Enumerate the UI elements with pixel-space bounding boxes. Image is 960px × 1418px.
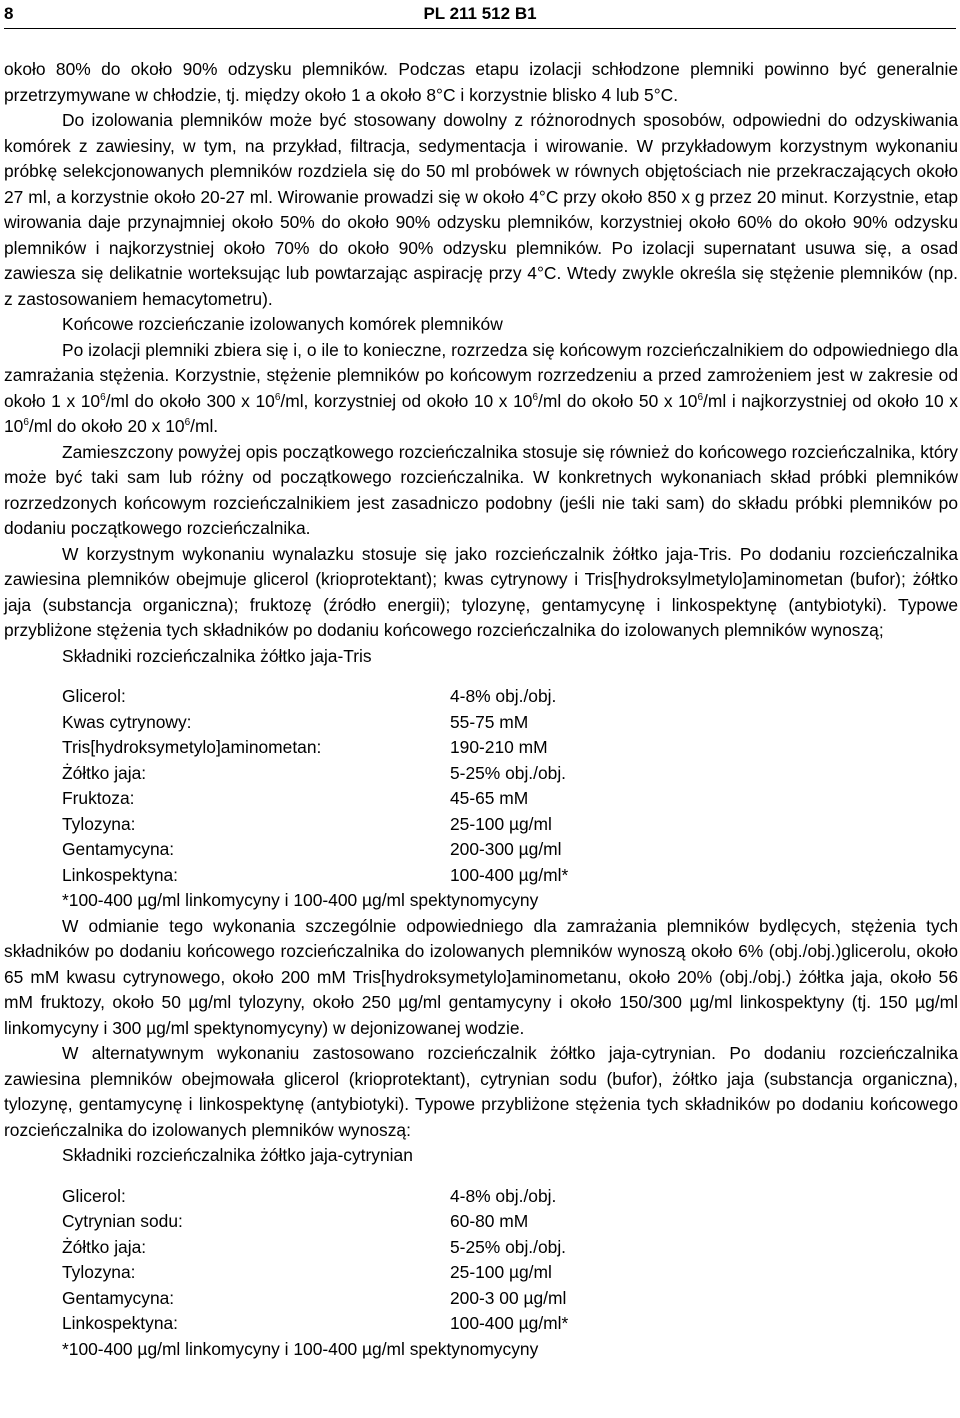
table-row bbox=[62, 837, 568, 863]
ingredient-value: 190-210 mM bbox=[450, 737, 548, 757]
ingredient-value: 4-8% obj./obj. bbox=[450, 686, 557, 706]
ingredient-value: 100-400 µg/ml* bbox=[450, 864, 569, 885]
page-number: 8 bbox=[4, 4, 14, 23]
page-header bbox=[4, 4, 956, 28]
ingredient-name: Żółtko jaja: bbox=[62, 762, 147, 783]
table-row bbox=[62, 710, 568, 736]
ingredients-table-citrate bbox=[62, 1184, 568, 1337]
table-row bbox=[62, 812, 568, 838]
ingredient-value: 200-3 00 µg/ml bbox=[450, 1287, 567, 1308]
table-row bbox=[62, 1235, 568, 1261]
table-1-title: Składniki rozcieńczalnika żółtko jaja-Tris bbox=[62, 645, 372, 666]
table-row bbox=[62, 1209, 568, 1235]
document-body bbox=[4, 57, 958, 1362]
table-row bbox=[62, 863, 568, 889]
ingredient-value: 25-100 µg/ml bbox=[450, 1262, 552, 1282]
ingredient-name: Gentamycyna: bbox=[62, 839, 175, 859]
ingredient-name: Glicerol: bbox=[62, 1185, 126, 1206]
table-row bbox=[62, 1260, 568, 1286]
ingredient-name: Kwas cytrynowy: bbox=[62, 711, 192, 732]
ingredient-name: Tylozyna: bbox=[62, 1262, 136, 1282]
ingredient-name: Żółtko jaja: bbox=[62, 1236, 147, 1257]
paragraph-7: W alternatywnym wykonaniu zastosowano rozcieńczalnik żółtko jaja-cytrynian. Po dodaniu rozcieńczalnika zawiesina plemników obejmowała glicerol (krioprotektant), cytrynian sodu (bufor), żółtko jaja (substancja organiczna), tylozynę, gentamycynę i linkospektynę (antybiotyki). Typowe przybliżone stężenia tych składników po dodaniu końcowego rozcieńczalnika do izolowanych plemników wynoszą: bbox=[4, 1043, 958, 1140]
table-row bbox=[62, 735, 568, 761]
paragraph-2: Do izolowania plemników może być stosowany dowolny z różnorodnych sposobów, odpowiedni do odzyskiwania komórek z zawiesiny, w tym, na przykład, filtracja, sedymentacja i wirowanie. W przykładowym korzystnym wykonaniu próbkę selekcjonowanych plemników rozdziela się do 50 ml probówek w równych objętościach nie przekraczających około 27 ml, a korzystnie około 20-27 ml. Wirowanie prowadzi się w około 4°C przy około 850 x g przez 20 minut. Korzystnie, etap wirowania daje przynajmniej około 50% do około 90% odzysku plemników, korzystniej około 60% do około 90% odzysku plemników i najkorzystniej około 70% do około 90% odzysku plemników. Po izolacji supernatant usuwa się, a osad zawiesza się delikatnie worteksując lub powtarzając aspirację przy 4°C. Wtedy zwykle określa się stężenie plemników (np. z zastosowaniem hemacytometru). bbox=[4, 110, 958, 309]
paragraph-4: Zamieszczony powyżej opis początkowego rozcieńczalnika stosuje się również do końcowego rozcieńczalnika, który może być taki sam lub różny od początkowego rozcieńczalnika. W konkretnych wykonaniach skład próbki plemników rozrzedzonych końcowym rozcieńczalnikiem jest zasadniczo podobny (jeśli nie taki sam) do składu próbki plemników po dodaniu początkowego rozcieńczalnika. bbox=[4, 441, 958, 538]
table-row bbox=[62, 761, 568, 787]
table-2-note: *100-400 µg/ml linkomycyny i 100-400 µg/ml spektynomycyny bbox=[62, 1338, 539, 1359]
ingredients-table-tris bbox=[62, 684, 568, 888]
ingredient-value: 200-300 µg/ml bbox=[450, 839, 562, 859]
ingredient-value: 4-8% obj./obj. bbox=[450, 1185, 557, 1206]
table-1-note: *100-400 µg/ml linkomycyny i 100-400 µg/ml spektynomycyny bbox=[62, 890, 539, 910]
ingredient-name: Tylozyna: bbox=[62, 813, 136, 834]
paragraph-5: W korzystnym wykonaniu wynalazku stosuje się jako rozcieńczalnik żółtko jaja-Tris. Po dodaniu rozcieńczalnika zawiesina plemników obejmuje glicerol (krioprotektant); kwas cytrynowy i Tris[hydroksylmetylo]aminometan (bufor); żółtko jaja (substancja organiczna); fruktozę (źródło energii); tylozynę, gentamycynę i linkospektynę (antybiotyki). Typowe przybliżone stężenia tych składników po dodaniu końcowego rozcieńczalnika do izolowanych plemników wynoszą; bbox=[4, 543, 958, 640]
table-row bbox=[62, 786, 568, 812]
ingredient-value: 100-400 µg/ml* bbox=[450, 1313, 569, 1333]
ingredient-value: 60-80 mM bbox=[450, 1211, 529, 1231]
ingredient-name: Linkospektyna: bbox=[62, 1313, 179, 1333]
ingredient-name: Gentamycyna: bbox=[62, 1287, 175, 1308]
ingredient-value: 25-100 µg/ml bbox=[450, 813, 552, 834]
ingredient-name: Glicerol: bbox=[62, 686, 126, 706]
ingredient-name: Cytrynian sodu: bbox=[62, 1211, 183, 1231]
patent-number: PL 211 512 B1 bbox=[423, 4, 537, 23]
table-row bbox=[62, 684, 568, 710]
ingredient-name: Linkospektyna: bbox=[62, 864, 179, 885]
paragraph-3: Po izolacji plemniki zbiera się i, o ile to konieczne, rozrzedza się końcowym rozcieńczalnikiem do odpowiedniego dla zamrażania stężenia. Korzystnie, stężenie plemników po końcowym rozrzedzeniu a przed zamrożeniem jest w zakresie od około 1 x $10^6/ml$ do około 300 x $10^6/ml$, korzystniej od około 10 x $10^6/ml$ do około 50 x $10^6/ml$ i najkorzystniej od około 10 x $10^6/ml$ do około 20 x $10^6/ml$. bbox=[4, 339, 958, 436]
table-row bbox=[62, 1184, 568, 1210]
ingredient-value: 5-25% obj./obj. bbox=[450, 1236, 567, 1257]
ingredient-name: Fruktoza: bbox=[62, 788, 135, 808]
ingredient-value: 55-75 mM bbox=[450, 711, 529, 732]
table-row bbox=[62, 1286, 568, 1312]
table-row bbox=[62, 1311, 568, 1337]
paragraph-6: W odmianie tego wykonania szczególnie odpowiedniego dla zamrażania plemników bydlęcych, stężenia tych składników po dodaniu końcowego rozcieńczalnika do izolowanych plemników wynoszą około 6% (obj./obj.)glicerolu, około 65 mM kwasu cytrynowego, około 200 mM Tris[hydroksymetylo]aminometanu, około 20% (obj./obj.) żółtka jaja, około 56 mM fruktozy, około 50 µg/ml tylozyny, około 250 µg/ml gentamycyny i około 150/300 µg/ml linkospektyny (tj. 150 µg/ml linkomycyny i 300 µg/ml spektynomycyny) w dejonizowanej wodzie. bbox=[4, 915, 958, 1038]
ingredient-value: 45-65 mM bbox=[450, 788, 529, 808]
table-2-title: Składniki rozcieńczalnika żółtko jaja-cytrynian bbox=[62, 1145, 413, 1165]
section-heading: Końcowe rozcieńczanie izolowanych komórek plemników bbox=[62, 314, 503, 334]
ingredient-value: 5-25% obj./obj. bbox=[450, 762, 567, 783]
header-rule bbox=[4, 28, 956, 29]
ingredient-name: Tris[hydroksymetylo]aminometan: bbox=[62, 737, 322, 757]
paragraph-1: około 80% do około 90% odzysku plemników. Podczas etapu izolacji schłodzone plemniki powinno być generalnie przetrzymywane w chłodzie, tj. między około 1 a około 8°C i korzystnie blisko 4 lub 5°C. bbox=[4, 59, 958, 105]
